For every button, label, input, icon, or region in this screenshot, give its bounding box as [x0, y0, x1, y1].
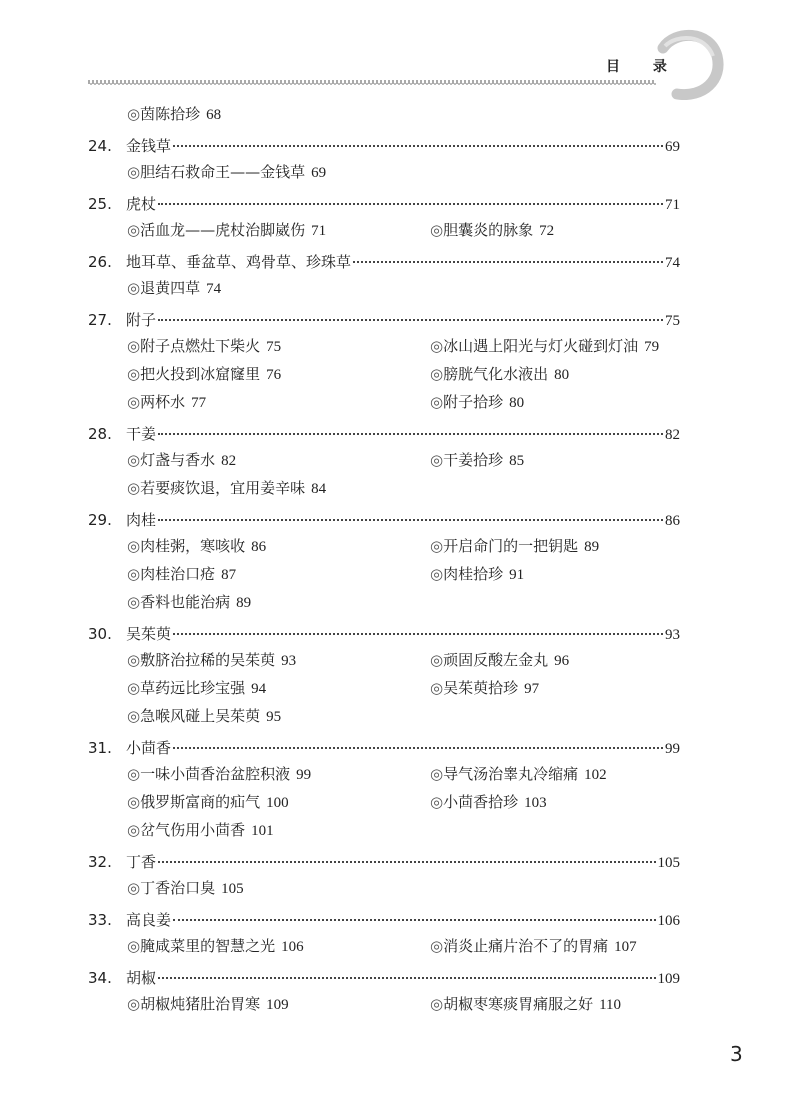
subentry-title: 导气汤治睾丸冷缩痛: [443, 765, 579, 783]
subentry-page: 84: [311, 481, 327, 497]
subentry-page: 76: [266, 367, 282, 383]
right-column: [430, 332, 659, 416]
chapter-number: 27.: [88, 311, 112, 329]
toc-subentry[interactable]: [430, 646, 569, 674]
chapter-page: 75: [665, 313, 680, 329]
toc-subentry[interactable]: [430, 674, 569, 702]
bullet-marker-icon: ◎: [430, 765, 444, 783]
subentry-title: 胡椒枣寒痰胃痛服之好: [443, 995, 594, 1013]
subentries: [88, 932, 680, 960]
subentry-page: 71: [311, 223, 327, 239]
chapter-page: 69: [665, 139, 680, 155]
subentry-page: 89: [236, 595, 252, 611]
left-column: [88, 646, 430, 730]
dot-leader: [173, 919, 655, 921]
running-header-title: 目 录: [606, 59, 681, 75]
subentries: [88, 332, 680, 416]
left-column: [88, 216, 430, 244]
toc-subentry[interactable]: [430, 216, 554, 244]
subentry-title: 胆结石救命王——金钱草: [140, 163, 306, 181]
chapter-title: 肉桂: [126, 511, 157, 529]
subentry-page: 110: [599, 997, 622, 1013]
subentries: [88, 646, 680, 730]
toc-subentry[interactable]: [127, 990, 430, 1018]
toc-subentry[interactable]: [127, 274, 430, 302]
bullet-marker-icon: ◎: [127, 565, 141, 583]
toc-subentry[interactable]: [127, 874, 430, 902]
toc-chapter: [88, 966, 680, 1018]
subentry-page: 94: [251, 681, 267, 697]
right-column: [430, 532, 599, 616]
toc-subentry[interactable]: [430, 388, 659, 416]
right-column: [430, 760, 607, 844]
subentry-title: 活血龙——虎杖治脚崴伤: [140, 221, 306, 239]
chapter-page: 71: [665, 197, 680, 213]
dot-leader: [173, 747, 663, 749]
chapter-heading[interactable]: [88, 508, 680, 532]
toc-subentry[interactable]: [430, 332, 659, 360]
subentry-page: 91: [509, 567, 525, 583]
subentry-title: 丁香治口臭: [140, 879, 216, 897]
subentries: [88, 990, 680, 1018]
bullet-marker-icon: ◎: [127, 479, 141, 497]
toc-subentry[interactable]: [127, 674, 430, 702]
left-column: [88, 874, 430, 902]
subentry-page: 101: [251, 823, 274, 839]
bullet-marker-icon: ◎: [127, 995, 141, 1013]
subentry-page: 102: [584, 767, 607, 783]
dot-leader: [158, 319, 663, 321]
toc-chapter: [88, 422, 680, 502]
bullet-marker-icon: ◎: [127, 279, 141, 297]
subentry-title: 胡椒炖猪肚治胃寒: [140, 995, 261, 1013]
bullet-marker-icon: ◎: [430, 537, 444, 555]
subentry-title: 敷脐治拉稀的吴茱萸: [140, 651, 276, 669]
chapter-heading[interactable]: [88, 622, 680, 646]
header-divider-secondary: [88, 83, 656, 85]
subentry-page: 68: [206, 107, 222, 123]
subentry-title: 干姜拾珍: [443, 451, 504, 469]
chapter-title: 干姜: [126, 425, 157, 443]
right-column: [430, 446, 524, 502]
right-column: [430, 216, 554, 244]
subentry-page: 100: [266, 795, 289, 811]
subentry-page: 85: [509, 453, 525, 469]
subentry-title: 草药远比珍宝强: [140, 679, 246, 697]
bullet-marker-icon: ◎: [430, 365, 444, 383]
chapter-page: 109: [657, 971, 680, 987]
chapter-heading[interactable]: [88, 908, 680, 932]
chapter-heading[interactable]: [88, 422, 680, 446]
subentry-page: 75: [266, 339, 282, 355]
subentries: [88, 760, 680, 844]
chapter-number: 34.: [88, 969, 112, 987]
subentry-title: 消炎止痛片治不了的胃痛: [443, 937, 609, 955]
table-of-contents: [88, 100, 680, 1024]
subentry-page: 72: [539, 223, 555, 239]
subentry-title: 岔气伤用小茴香: [140, 821, 246, 839]
dot-leader: [353, 261, 663, 263]
chapter-title: 小茴香: [126, 739, 172, 757]
toc-subentry[interactable]: [127, 474, 430, 502]
continued-items: [88, 100, 680, 128]
chapter-number: 31.: [88, 739, 112, 757]
left-column: [88, 446, 430, 502]
bullet-marker-icon: ◎: [127, 393, 141, 411]
chapter-heading[interactable]: [88, 736, 680, 760]
toc-subentry[interactable]: [127, 702, 430, 730]
chapter-number: 33.: [88, 911, 112, 929]
bullet-marker-icon: ◎: [430, 221, 444, 239]
bullet-marker-icon: ◎: [430, 679, 444, 697]
toc-subentry[interactable]: [127, 560, 430, 588]
subentry-page: 99: [296, 767, 312, 783]
chapter-heading[interactable]: [88, 192, 680, 216]
chapter-number: 24.: [88, 137, 112, 155]
chapter-number: 25.: [88, 195, 112, 213]
left-column: [88, 158, 430, 186]
bullet-marker-icon: ◎: [430, 793, 444, 811]
subentry-page: 74: [206, 281, 222, 297]
bullet-marker-icon: ◎: [430, 937, 444, 955]
subentry-title: 一味小茴香治盆腔积液: [140, 765, 291, 783]
page-number: 3: [730, 1042, 743, 1066]
toc-subentry[interactable]: [430, 932, 637, 960]
bullet-marker-icon: ◎: [127, 651, 141, 669]
toc-subentry[interactable]: [127, 760, 430, 788]
subentries: [88, 274, 680, 302]
chapter-title: 吴茱萸: [126, 625, 172, 643]
bullet-marker-icon: ◎: [127, 365, 141, 383]
subentry-page: 103: [524, 795, 547, 811]
bullet-marker-icon: ◎: [127, 937, 141, 955]
subentry-page: 95: [266, 709, 282, 725]
toc-subentry[interactable]: [430, 446, 524, 474]
left-column: [88, 274, 430, 302]
chapter-number: 30.: [88, 625, 112, 643]
toc-subentry[interactable]: [127, 588, 430, 616]
subentry-title: 俄罗斯富商的疝气: [140, 793, 261, 811]
dot-leader: [173, 633, 663, 635]
bullet-marker-icon: ◎: [127, 821, 141, 839]
dot-leader: [158, 977, 655, 979]
subentry-title: 附子点燃灶下柴火: [140, 337, 261, 355]
bullet-marker-icon: ◎: [127, 765, 141, 783]
bullet-marker-icon: ◎: [127, 105, 141, 123]
subentry-page: 79: [644, 339, 660, 355]
subentry-title: 顽固反酸左金丸: [443, 651, 549, 669]
subentry-title: 肉桂拾珍: [443, 565, 504, 583]
bullet-marker-icon: ◎: [127, 537, 141, 555]
chapter-heading[interactable]: [88, 850, 680, 874]
chapter-heading[interactable]: [88, 134, 680, 158]
toc-subentry[interactable]: [127, 446, 430, 474]
toc-subentry[interactable]: [430, 532, 599, 560]
bullet-marker-icon: ◎: [430, 451, 444, 469]
bullet-marker-icon: ◎: [430, 337, 444, 355]
right-column: [430, 646, 569, 730]
bullet-marker-icon: ◎: [430, 651, 444, 669]
subentry-title: 开启命门的一把钥匙: [443, 537, 579, 555]
subentry-page: 89: [584, 539, 600, 555]
subentry-page: 109: [266, 997, 289, 1013]
subentry-page: 96: [554, 653, 570, 669]
subentry-title: 退黄四草: [140, 279, 201, 297]
chapter-page: 105: [657, 855, 680, 871]
right-column: [430, 990, 621, 1018]
brush-swirl-icon: [655, 28, 725, 100]
toc-chapter: [88, 622, 680, 730]
chapter-title: 胡椒: [126, 969, 157, 987]
toc-subentry[interactable]: [127, 388, 430, 416]
subentry-title: 急喉风碰上吴茱萸: [140, 707, 261, 725]
left-column: [88, 332, 430, 416]
subentry-title: 吴茱萸拾珍: [443, 679, 519, 697]
dot-leader: [158, 861, 655, 863]
dot-leader: [158, 519, 663, 521]
chapter-number: 29.: [88, 511, 112, 529]
subentry-title: 香料也能治病: [140, 593, 231, 611]
left-column: [88, 532, 430, 616]
subentries: [88, 874, 680, 902]
bullet-marker-icon: ◎: [127, 879, 141, 897]
chapter-page: 82: [665, 427, 680, 443]
toc-chapter: [88, 134, 680, 186]
toc-chapter: [88, 308, 680, 416]
subentry-title: 腌咸菜里的智慧之光: [140, 937, 276, 955]
bullet-marker-icon: ◎: [127, 793, 141, 811]
subentry-page: 82: [221, 453, 237, 469]
chapter-page: 99: [665, 741, 680, 757]
bullet-marker-icon: ◎: [127, 337, 141, 355]
toc-subentry[interactable]: [430, 760, 607, 788]
left-column: [88, 100, 430, 128]
subentry-title: 冰山遇上阳光与灯火碰到灯油: [443, 337, 639, 355]
chapter-page: 86: [665, 513, 680, 529]
subentry-page: 105: [221, 881, 244, 897]
toc-subentry[interactable]: [127, 360, 430, 388]
subentry-title: 茵陈拾珍: [140, 105, 201, 123]
toc-chapter: [88, 508, 680, 616]
subentry-page: 107: [614, 939, 637, 955]
chapter-heading[interactable]: [88, 250, 680, 274]
left-column: [88, 760, 430, 844]
subentry-page: 106: [281, 939, 304, 955]
subentry-title: 灯盏与香水: [140, 451, 216, 469]
chapter-number: 26.: [88, 253, 112, 271]
subentry-title: 肉桂粥，寒咳收: [140, 537, 246, 555]
toc-subentry[interactable]: [430, 990, 621, 1018]
subentry-page: 69: [311, 165, 327, 181]
dot-leader: [158, 433, 663, 435]
subentry-title: 两杯水: [140, 393, 186, 411]
toc-chapter: [88, 850, 680, 902]
toc-subentry[interactable]: [127, 216, 430, 244]
toc-subentry[interactable]: [127, 100, 430, 128]
toc-subentry[interactable]: [430, 560, 599, 588]
right-column: [430, 932, 637, 960]
chapter-number: 32.: [88, 853, 112, 871]
subentry-title: 膀胱气化水液出: [443, 365, 549, 383]
subentries: [88, 532, 680, 616]
chapter-page: 93: [665, 627, 680, 643]
chapter-title: 丁香: [126, 853, 157, 871]
subentry-page: 80: [554, 367, 570, 383]
subentry-page: 77: [191, 395, 207, 411]
dot-leader: [158, 203, 663, 205]
bullet-marker-icon: ◎: [430, 995, 444, 1013]
chapter-page: 106: [657, 913, 680, 929]
toc-subentry[interactable]: [127, 932, 430, 960]
bullet-marker-icon: ◎: [430, 393, 444, 411]
toc-subentry[interactable]: [127, 646, 430, 674]
toc-subentry[interactable]: [127, 816, 430, 844]
subentry-title: 把火投到冰窟窿里: [140, 365, 261, 383]
toc-subentry[interactable]: [127, 332, 430, 360]
subentry-page: 87: [221, 567, 237, 583]
chapter-title: 金钱草: [126, 137, 172, 155]
chapter-heading[interactable]: [88, 308, 680, 332]
chapter-title: 地耳草、垂盆草、鸡骨草、珍珠草: [126, 253, 352, 271]
chapter-page: 74: [665, 255, 680, 271]
toc-chapter: [88, 250, 680, 302]
toc-subentry[interactable]: [127, 158, 430, 186]
bullet-marker-icon: ◎: [127, 593, 141, 611]
chapter-heading[interactable]: [88, 966, 680, 990]
dot-leader: [173, 145, 663, 147]
subentry-page: 97: [524, 681, 540, 697]
subentry-title: 若要痰饮退，宜用姜辛味: [140, 479, 306, 497]
chapter-title: 虎杖: [126, 195, 157, 213]
toc-subentry[interactable]: [127, 788, 430, 816]
subentries: [88, 216, 680, 244]
bullet-marker-icon: ◎: [127, 679, 141, 697]
bullet-marker-icon: ◎: [127, 451, 141, 469]
toc-subentry[interactable]: [430, 788, 607, 816]
bullet-marker-icon: ◎: [430, 565, 444, 583]
subentry-page: 93: [281, 653, 297, 669]
left-column: [88, 990, 430, 1018]
subentry-title: 小茴香拾珍: [443, 793, 519, 811]
toc-chapter: [88, 908, 680, 960]
subentry-title: 肉桂治口疮: [140, 565, 216, 583]
subentries: [88, 446, 680, 502]
bullet-marker-icon: ◎: [127, 163, 141, 181]
subentries: [88, 158, 680, 186]
bullet-marker-icon: ◎: [127, 221, 141, 239]
toc-subentry[interactable]: [430, 360, 659, 388]
left-column: [88, 932, 430, 960]
bullet-marker-icon: ◎: [127, 707, 141, 725]
toc-subentry[interactable]: [127, 532, 430, 560]
subentry-page: 80: [509, 395, 525, 411]
chapter-title: 附子: [126, 311, 157, 329]
toc-chapter: [88, 736, 680, 844]
chapter-number: 28.: [88, 425, 112, 443]
chapter-title: 高良姜: [126, 911, 172, 929]
subentry-title: 胆囊炎的脉象: [443, 221, 534, 239]
subentry-title: 附子拾珍: [443, 393, 504, 411]
subentry-page: 86: [251, 539, 267, 555]
toc-chapter: [88, 192, 680, 244]
